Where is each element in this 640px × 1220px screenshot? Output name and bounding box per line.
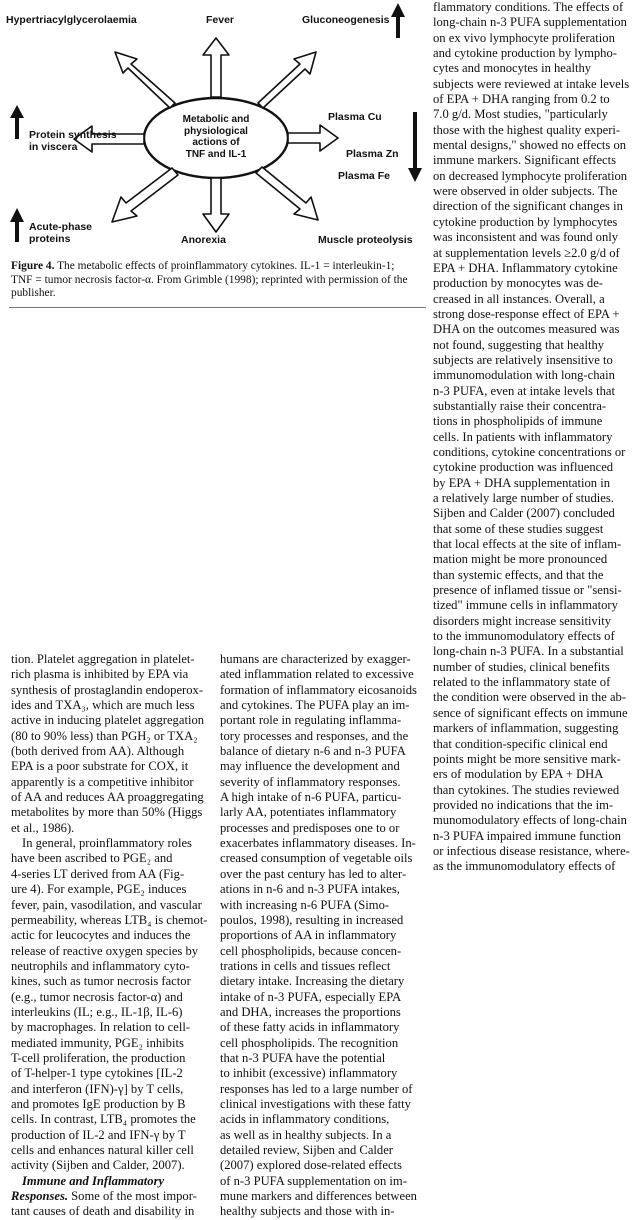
caption-label: Figure 4. [11,260,55,272]
label-muscle-proteolysis: Muscle proteolysis [318,234,413,246]
text-line: (both derived from AA). Although [11,744,185,759]
left-p3-last: tant causes of death and disability in [11,1204,195,1219]
text-line: substantially raise their concentra- [433,398,607,413]
up-arrow-acute-head [10,208,24,222]
text-line: production by monocytes was de- [433,276,603,291]
text-line: cell phospholipids. The recognition [220,1035,399,1050]
text-line: portant role in regulating inflamma- [220,713,402,728]
caption-line-3: publisher. [11,287,56,300]
text-line: cytokine production was influenced [433,460,614,475]
text-line: at supplementation levels ≥2.0 g/d of [433,245,620,260]
text-line: (80 to 90% less) than PGH₂ or TXA₂ [11,728,198,743]
text-line: subjects are relatively insensitive to [433,352,613,367]
text-line: acids in inflammatory conditions, [220,1112,390,1127]
text-line: 4-series LT derived from AA (Fig- [11,866,185,881]
text-line: DHA on the outcomes measured was [433,322,620,337]
text-line: was inconsistent and was found only [433,230,619,245]
text-line: metabolites by more than 50% (Higgs [11,805,203,820]
text-line: by macrophages. In relation to cell- [11,1020,191,1035]
label-hypertriacylglycerolaemia: Hypertriacylglycerolaemia [6,14,137,26]
text-line: that n-3 PUFA have the potential [220,1050,386,1065]
text-line: that some of these studies suggest [433,521,604,536]
text-line: with increasing n-6 PUFA (Simo- [220,897,390,912]
text-line: activity (Sijben and Calder, 2007). [11,1158,185,1173]
text-line: synthesis of prostaglandin endoperox- [11,682,204,697]
text-line: responses has led to a large number of [220,1081,413,1096]
text-line: subjects were reviewed at intake levels [433,76,630,91]
text-line: clinical investigations with these fatty [220,1096,411,1111]
text-line: immune markers. Significant effects [433,153,617,168]
center-label [166,114,266,160]
text-line: (e.g., tumor necrosis factor-α) and [11,989,183,1004]
text-line: larly AA, potentiates inflammatory [220,805,397,820]
center-label-line1: Metabolic and [182,114,250,125]
text-line: a relatively large number of studies. [433,491,614,505]
text-line: immunomodulation with long-chain [433,368,615,383]
up-arrow-acute-shaft [15,221,19,242]
text-line: dietary intake. Increasing the dietary [220,974,405,989]
text-line: kines, such as tumor necrosis factor [11,974,191,989]
text-line: n-3 PUFA impaired immune function [433,828,621,843]
text-line: flammatory conditions. The effects of [433,0,624,14]
text-line: mental designs," showed no effects on [433,138,627,153]
text-line: tions in phospholipids of immune [433,414,603,429]
text-line: severity of inflammatory responses. [220,774,401,789]
arrow-upright [258,52,316,108]
text-line: formation of inflammatory eicosanoids [220,682,417,697]
left-p3-first: Some of the most impor- [68,1189,197,1204]
text-line: Sijben and Calder (2007) concluded [433,506,615,521]
label-protein-synthesis-line1: Protein synthesis [29,129,117,141]
text-line: and promotes IgE production by B [11,1096,186,1111]
text-line: cytes and monocytes in healthy [433,61,592,76]
center-label-line4: TNF and IL-1 [185,148,247,160]
text-line: on ex vivo lymphocyte proliferation [433,30,615,45]
text-line: were observed in older subjects. The [433,184,618,199]
text-line: ers of modulation by EPA + DHA [433,767,604,782]
label-fever: Fever [206,14,235,26]
caption-divider [9,307,426,308]
text-line: actic for leucocytes and induces the [11,928,191,943]
text-line: and DHA, increases the proportions [220,1004,401,1019]
text-line: sence of significant effects on immune [433,705,628,720]
label-plasma-cu: Plasma Cu [328,111,382,123]
text-line: of T-helper-1 type cytokines [IL-2 [11,1066,183,1081]
label-plasma-zn: Plasma Zn [346,148,399,160]
text-line: presence of inflamed tissue or "sensi- [433,583,622,598]
column-left [11,652,209,1220]
text-line: than cytokines. The studies reviewed [433,782,620,797]
text-line: release of reactive oxygen species by [11,943,199,958]
up-arrow-protein-shaft [15,117,19,139]
arrow-downright [256,167,318,220]
text-line: of n-3 PUFA supplementation on im- [220,1173,407,1188]
up-arrow-gluconeogenesis-shaft [396,16,400,38]
text-line: EPA + DHA. Inflammatory cytokine [433,260,618,275]
text-line: and cytokine production by lympho- [433,46,617,61]
text-line: of these fatty acids in inflammatory [220,1020,400,1035]
text-line: interleukins (IL; e.g., IL-1β, IL-6) [11,1004,183,1019]
text-line: on decreased lymphocyte proliferation [433,168,628,183]
text-line: have been ascribed to PGE₂ and [11,851,173,866]
label-plasma-fe: Plasma Fe [338,170,390,182]
arrow-down-anorexia [203,178,229,232]
text-line: tion. Platelet aggregation in platelet- [11,652,195,666]
text-line: exacerbates inflammatory diseases. In- [220,836,416,851]
text-line: than systemic effects, and that the [433,567,604,582]
text-line: by EPA + DHA supplementation in [433,475,611,490]
text-line: to inhibit (excessive) inflammatory [220,1066,398,1081]
text-line: intake of n-3 PUFA, especially EPA [220,989,402,1004]
text-line: disorders might increase sensitivity [433,613,612,628]
text-line: provided no indications that the im- [433,797,614,812]
text-line: production of IL-2 and IFN-γ by T [11,1127,186,1142]
text-line: (2007) explored dose-related effects [220,1158,402,1173]
text-line: markers of inflammation, suggesting [433,721,619,736]
text-line: detailed review, Sijben and Calder [220,1143,393,1157]
arrow-upleft [115,52,175,108]
text-line: number of studies, clinical benefits [433,659,610,674]
text-line: fever, pain, vasodilation, and vascular [11,897,202,912]
column-middle [220,652,425,1220]
text-line: and interferon (IFN)-γ] by T cells, [11,1081,184,1096]
text-line: cells and enhances natural killer cell [11,1143,194,1157]
text-line: as well as in healthy subjects. In a [220,1127,392,1142]
text-line: mune markers and differences between [220,1189,417,1204]
text-line: mediated immunity, PGE₂ inhibits [11,1035,184,1050]
label-anorexia: Anorexia [181,234,226,246]
text-line: of EPA + DHA ranging from 0.2 to [433,92,610,107]
text-line: cytokine production by lymphocytes [433,214,618,229]
text-line: ure 4). For example, PGE₂ induces [11,882,187,897]
arrow-right [288,125,338,151]
left-paragraph-2 [11,836,209,1174]
label-protein-synthesis-line2: in viscera [29,141,78,153]
text-line: humans are characterized by exagger- [220,652,411,666]
column-right [433,0,635,875]
label-acute-phase-line1: Acute-phase [29,221,93,233]
figure-4-diagram [0,0,425,256]
text-line: In general, proinflammatory roles [22,836,192,851]
text-line: that local effects at the site of inflam- [433,537,622,552]
text-line: ides and TXA₃, which are much less [11,698,195,713]
text-line: those with the highest quality experi- [433,122,621,137]
text-line: mation might be more pronounced [433,552,608,567]
text-line: not found, suggesting that healthy [433,337,605,352]
down-arrow-plasma-shaft [413,112,417,170]
text-line: balance of dietary n-6 and n-3 PUFA [220,744,406,759]
text-line: cell phospholipids, because concen- [220,943,402,958]
text-line: processes and predisposes one to or [220,820,400,835]
caption-line-1 [11,260,426,274]
arrow-up-fever [203,38,229,97]
text-line: permeability, whereas LTB₄ is chemot- [11,912,208,927]
label-acute-phase-line2: proteins [29,233,71,245]
text-line: strong dose-response effect of EPA + [433,306,620,321]
text-line: the condition were observed in the ab- [433,690,627,705]
text-line: munomodulatory effects of long-chain [433,813,627,828]
text-line: of AA and reduces AA proaggregating [11,790,204,805]
text-line: healthy subjects and those with in- [220,1204,395,1219]
arrow-downleft [112,168,178,222]
text-line: related to the inflammatory state of [433,675,611,690]
text-line: EPA is a poor substrate for COX, it [11,759,189,774]
text-line: trations in cells and tissues reflect [220,958,391,973]
up-arrow-protein-head [10,105,24,118]
text-line: et al., 1986). [11,820,75,835]
text-line: neutrophils and inflammatory cyto- [11,958,190,973]
text-line: as the immunomodulatory effects of [433,859,616,874]
figure-caption [11,260,426,301]
text-line: may influence the development and [220,759,400,774]
text-line: long-chain n-3 PUFA. In a substantial [433,644,624,659]
up-arrow-gluconeogenesis-head [391,3,405,17]
text-line: tized" immune cells in inflammatory [433,598,618,613]
text-line: poulos, 1998), resulting in increased [220,912,404,927]
text-line: cells. In patients with inflammatory [433,429,613,444]
text-line: A high intake of n-6 PUFA, particu- [220,790,402,805]
left-paragraph-1 [11,652,209,836]
label-acute-phase [29,221,92,245]
text-line: creased in all instances. Overall, a [433,291,605,306]
text-line: conditions, cytokine concentrations or [433,444,626,459]
caption-line-2: TNF = tumor necrosis factor-α. From Grimble (1998); reprinted with permission of the [11,273,408,286]
section-heading-line [11,1174,209,1189]
down-arrow-plasma-head [408,168,422,182]
text-line: direction of the significant changes in [433,199,623,214]
text-line: tory processes and responses, and the [220,728,409,743]
text-line: proportions of AA in inflammatory [220,928,397,943]
section-heading-2: Responses. [11,1189,69,1204]
text-line: long-chain n-3 PUFA supplementation [433,15,627,30]
center-label-line2: physiological [184,125,248,137]
text-line: apparently is a competitive inhibitor [11,774,194,789]
label-gluconeogenesis: Gluconeogenesis [302,14,390,26]
text-line: or infectious disease resistance, where- [433,843,630,858]
label-protein-synthesis [29,129,117,153]
section-heading-line-2 [11,1189,209,1204]
center-label-line3: actions of [192,137,240,148]
text-line: that condition-specific clinical end [433,736,608,751]
text-line: ations in n-6 and n-3 PUFA intakes, [220,882,400,897]
text-line: creased consumption of vegetable oils [220,851,413,866]
text-line: rich plasma is inhibited by EPA via [11,667,189,682]
section-heading-1: Immune and Inflammatory [22,1173,165,1188]
text-line: 7.0 g/d. Most studies, "particularly [433,107,608,122]
text-line: points might be more sensitive mark- [433,751,621,766]
text-line: ated inflammation related to excessive [220,667,414,682]
text-line: cells. In contrast, LTB₄ promotes the [11,1112,196,1127]
text-line: active in inducing platelet aggregation [11,713,205,728]
caption-text-1: The metabolic effects of proinflammatory cytokines. IL-1 = interleukin-1; [54,260,395,272]
text-line: and cytokines. The PUFA play an im- [220,698,410,713]
text-line: over the past century has led to alter- [220,866,407,881]
text-line: n-3 PUFA, even at intake levels that [433,383,615,398]
text-line: T-cell proliferation, the production [11,1050,186,1065]
text-line: to the immunomodulatory effects of [433,629,615,644]
